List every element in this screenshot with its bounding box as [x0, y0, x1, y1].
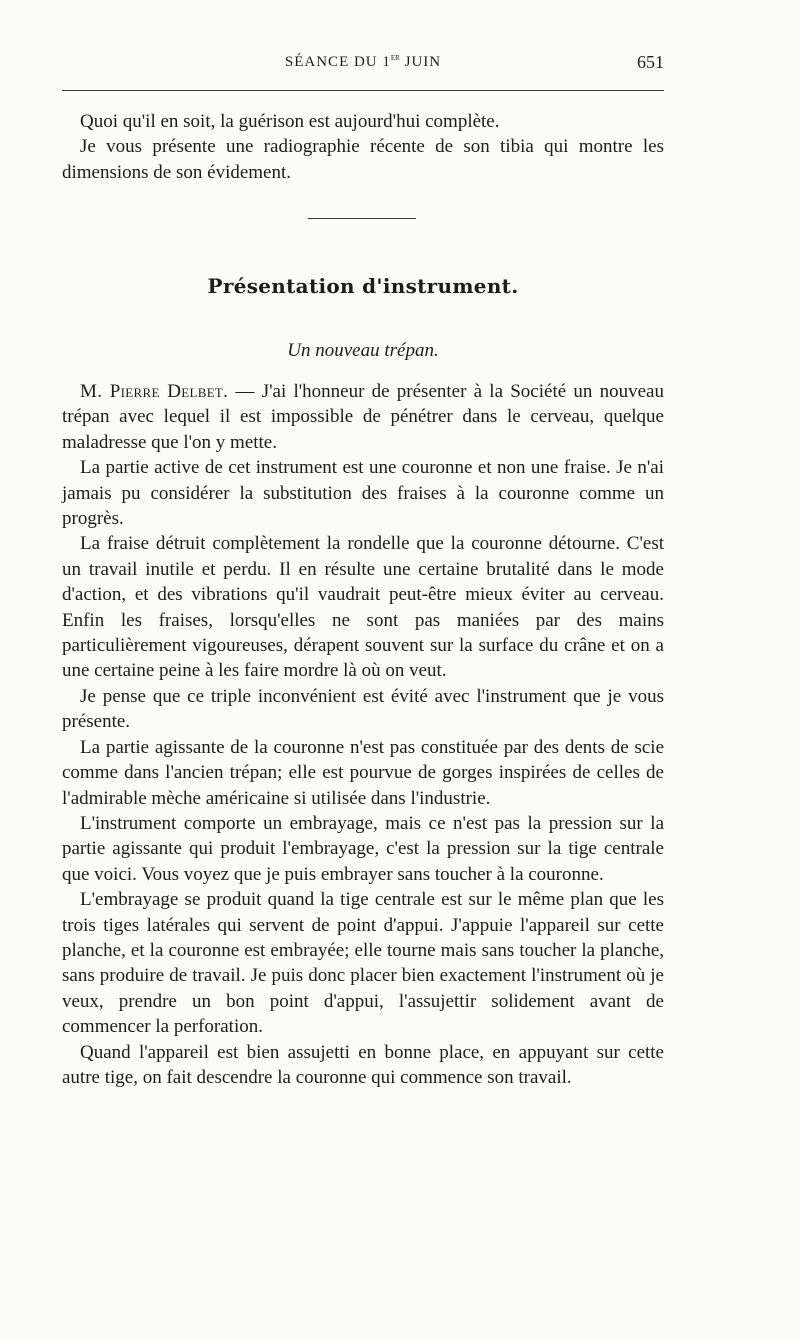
running-header: [62, 52, 664, 76]
paragraph: La partie active de cet instrument est une couronne et non une fraise. Je n'ai jamais pu considérer la substitution des fraises à la couronne comme un progrès.: [62, 457, 664, 530]
section-divider: [308, 218, 416, 219]
running-title-post: JUIN: [399, 54, 442, 70]
paragraph: Quoi qu'il en soit, la guérison est aujourd'hui complète.: [80, 111, 500, 132]
paragraph: [62, 379, 664, 455]
paragraph: Quand l'appareil est bien assujetti en bonne place, en appuyant sur cette autre tige, on fait descendre la couronne qui commence son travail.: [62, 1041, 664, 1088]
paragraph: Je pense que ce triple inconvénient est évité avec l'instrument que je vous présente.: [62, 685, 664, 733]
running-title-superscript: er: [390, 52, 400, 63]
paragraph: La fraise détruit complètement la rondelle que la couronne détourne. C'est un travail inutile et perdu. Il en résulte une certaine brutalité dans le mode d'action, et des vibrations qu'il vaudrait peut-être mieux éviter au cerveau. Enfin les fraises, lorsqu'elles ne sont pas maniées par des mains particulièrement vigoureuses, dérapent souvent sur la surface du crâne et on a une certaine peine à les faire mordre là où on veut.: [62, 533, 664, 682]
body-text: [62, 379, 664, 1090]
paragraph: Je vous présente une radiographie récente de son tibia qui montre les dimensions de son évidement.: [62, 136, 664, 183]
section-heading: Présentation d'instrument.: [207, 274, 519, 298]
paragraph: L'embrayage se produit quand la tige centrale est sur le même plan que les trois tiges latérales qui servent de point d'appui. J'appuie l'appareil sur cette planche, et la couronne est embrayée; elle tourne mais sans toucher la planche, sans produire de travail. Je puis donc placer bien exactement l'instrument où je veux, prendre un bon point d'appui, l'assujettir solidement avant de commencer la perforation.: [62, 889, 664, 1038]
intro-text: [62, 109, 664, 185]
paragraph: L'instrument comporte un embrayage, mais ce n'est pas la pression sur la partie agissante qui produit l'embrayage, c'est la pression sur la tige centrale que voici. Vous voyez que je puis embrayer sans toucher à la couronne.: [62, 812, 664, 885]
running-title-pre: SÉANCE DU 1: [284, 54, 391, 70]
running-title: [62, 52, 664, 71]
section-subheading: Un nouveau trépan.: [287, 340, 439, 361]
paragraph: La partie agissante de la couronne n'est pas constituée par des dents de scie comme dans l'ancien trépan; elle est pourvue de gorges inspirées de celles de l'admirable mèche américaine si utilisée dans l'industrie.: [62, 736, 664, 809]
speaker-name: M. Pierre Delbet.: [80, 381, 229, 402]
page-number: 651: [637, 52, 664, 72]
header-rule: [62, 90, 664, 91]
paragraph-text: — J'ai l'honneur de présenter à la Société un nouveau trépan avec lequel il est impossible de pénétrer dans le cerveau, quelque maladresse que l'on y mette.: [62, 381, 664, 453]
